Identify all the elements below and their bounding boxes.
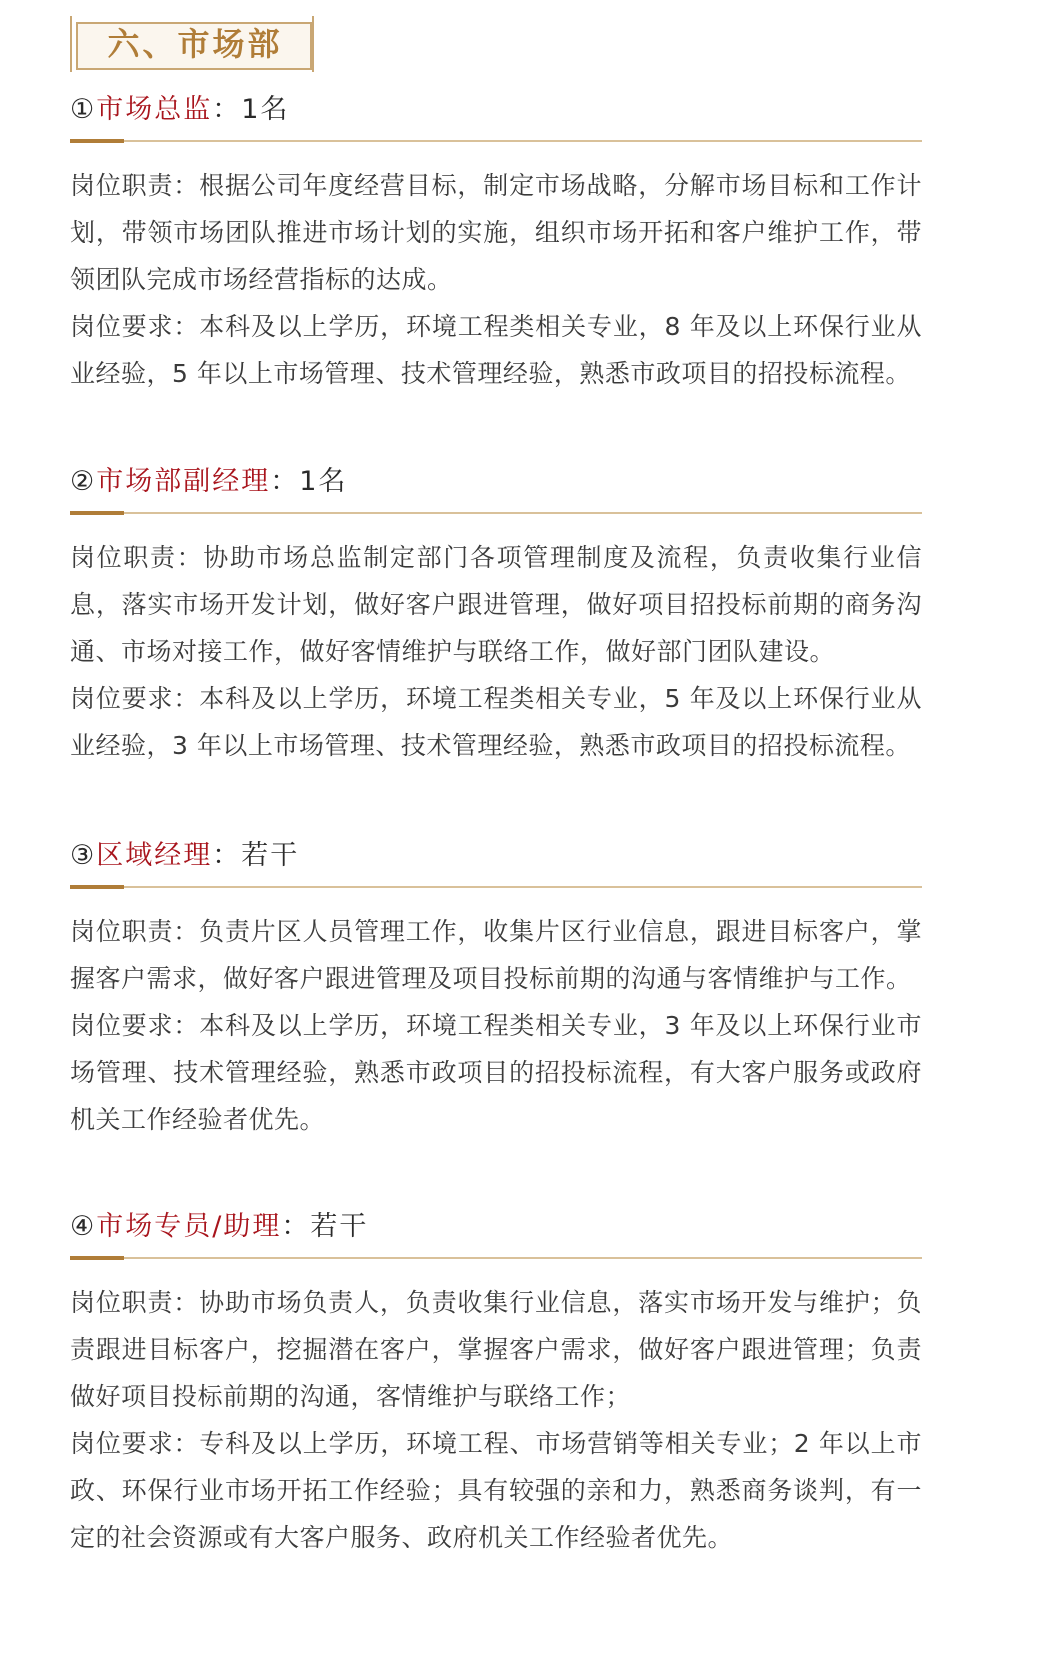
job-duty: 岗位职责：协助市场总监制定部门各项管理制度及流程，负责收集行业信息，落实市场开发计划，做好客户跟进管理，做好项目招投标前期的商务沟通、市场对接工作，做好客情维护与联络工作，做好部门团队建设。 [70,543,922,666]
job-body [70,908,922,1143]
job-requirement: 岗位要求：本科及以上学历，环境工程类相关专业，8 年及以上环保行业从业经验，5 年以上市场管理、技术管理经验，熟悉市政项目的招投标流程。 [70,312,922,388]
job-number: ④ [70,1211,97,1242]
section-title: 六、市场部 [107,25,283,63]
job-body [70,162,922,397]
job-title: 市场部副经理 [96,466,271,497]
job-heading [70,1207,922,1247]
job-market-deputy-manager [70,462,922,769]
job-title: 区域经理 [96,840,213,871]
job-regional-manager [70,836,922,1143]
job-body [70,534,922,769]
job-headcount: ：若干 [281,1211,369,1242]
job-title: 市场专员/助理 [96,1211,282,1242]
job-divider [70,512,922,514]
job-divider [70,886,922,888]
job-headcount: ：1名 [212,94,290,125]
job-number: ③ [70,840,97,871]
job-market-specialist [70,1207,922,1561]
job-market-director [70,90,922,397]
job-number: ① [70,94,97,125]
job-divider [70,1257,922,1259]
job-duty: 岗位职责：协助市场负责人，负责收集行业信息，落实市场开发与维护；负责跟进目标客户，挖掘潜在客户，掌握客户需求，做好客户跟进管理；负责做好项目投标前期的沟通，客情维护与联络工作； [70,1288,922,1411]
job-headcount: ：若干 [212,840,300,871]
job-heading [70,462,922,502]
job-requirement: 岗位要求：本科及以上学历，环境工程类相关专业，3 年及以上环保行业市场管理、技术管理经验，熟悉市政项目的招投标流程，有大客户服务或政府机关工作经验者优先。 [70,1011,922,1134]
job-requirement: 岗位要求：专科及以上学历，环境工程、市场营销等相关专业；2 年以上市政、环保行业市场开拓工作经验；具有较强的亲和力，熟悉商务谈判，有一定的社会资源或有大客户服务、政府机关工作经验者优先。 [70,1429,922,1552]
job-number: ② [70,466,97,497]
job-divider [70,140,922,142]
job-title: 市场总监 [96,94,213,125]
job-body [70,1279,922,1561]
job-heading [70,90,922,130]
job-duty: 岗位职责：根据公司年度经营目标，制定市场战略，分解市场目标和工作计划，带领市场团队推进市场计划的实施，组织市场开拓和客户维护工作，带领团队完成市场经营指标的达成。 [70,171,922,294]
job-headcount: ：1名 [270,466,348,497]
section-title-badge [70,16,316,74]
job-requirement: 岗位要求：本科及以上学历，环境工程类相关专业，5 年及以上环保行业从业经验，3 年以上市场管理、技术管理经验，熟悉市政项目的招投标流程。 [70,684,922,760]
job-heading [70,836,922,876]
job-duty: 岗位职责：负责片区人员管理工作，收集片区行业信息，跟进目标客户，掌握客户需求，做好客户跟进管理及项目投标前期的沟通与客情维护与工作。 [70,917,922,993]
